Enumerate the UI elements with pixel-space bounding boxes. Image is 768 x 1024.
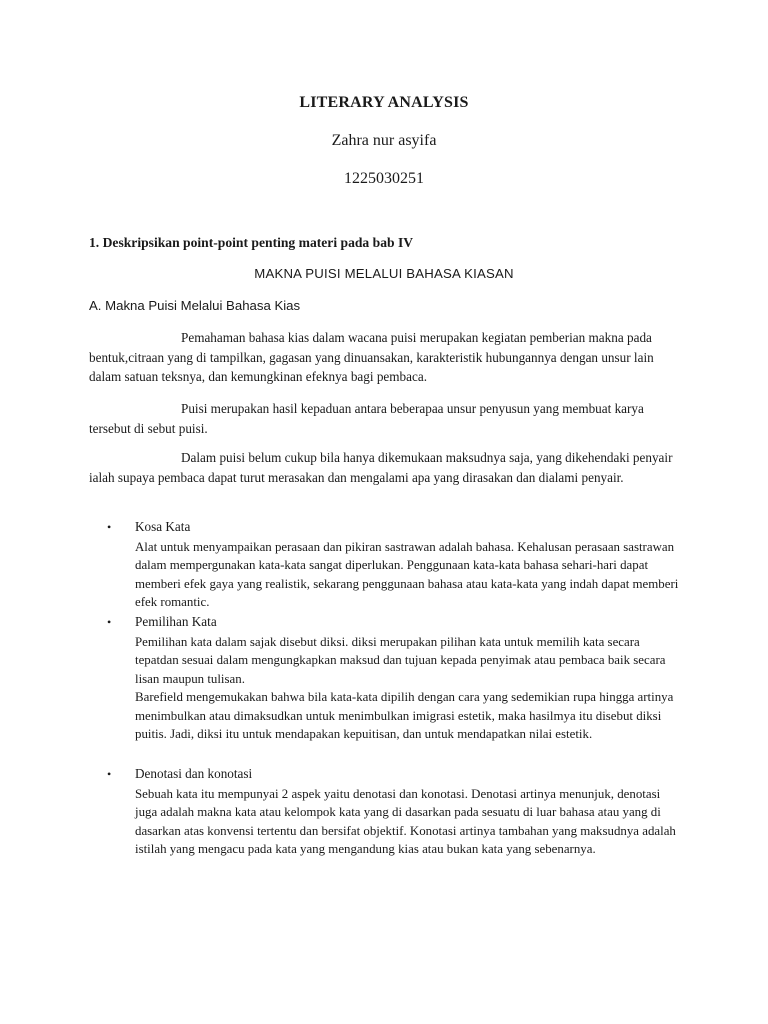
bullet-paragraph: Barefield mengemukakan bahwa bila kata-kata dipilih dengan cara yang sedemikian rupa hingga artinya menimbulkan atau dimaksudkan untuk menimbulkan imigrasi estetik, maka hasilmya itu disebut diksi puitis. Jadi, diksi itu untuk mendapakan kepuitisan, dan untuk mendapatkan nilai estetik. xyxy=(135,690,674,742)
document-title: LITERARY ANALYSIS xyxy=(299,94,469,111)
bullet-body xyxy=(135,785,680,859)
bullet-title: Denotasi dan konotasi xyxy=(135,766,253,781)
student-id: 1225030251 xyxy=(344,170,424,187)
bullet-marker: • xyxy=(107,767,112,781)
question-heading: 1. Deskripsikan point-point penting materi pada bab IV xyxy=(89,235,414,250)
author-name: Zahra nur asyifa xyxy=(331,132,437,149)
bullet-body xyxy=(135,538,680,612)
paragraph: Puisi merupakan hasil kepaduan antara beberapaa unsur penyusun yang membuat karya tersebut di sebut puisi. xyxy=(89,401,644,436)
bullet-marker: • xyxy=(107,520,112,534)
paragraph: Pemahaman bahasa kias dalam wacana puisi merupakan kegiatan pemberian makna pada bentuk,citraan yang di tampilkan, gagasan yang dinuansakan, karakteristik hubungannya dengan unsur lain dalam satuan teksnya, dan kemungkinan efeknya bagi pembaca. xyxy=(89,330,654,384)
bullet-paragraph: Alat untuk menyampaikan perasaan dan pikiran sastrawan adalah bahasa. Kehalusan perasaan sastrawan dalam mempergunakan kata-kata sangat diperlukan. Penggunaan kata-kata bahasa sehari-hari dapat memberi efek gaya yang realistik, sekarang penggunaan bahasa atau kata-kata yang indah dapat memberi efek romantic. xyxy=(135,540,679,610)
bullet-marker: • xyxy=(107,615,112,629)
bullet-title: Kosa Kata xyxy=(135,519,191,534)
section-title: MAKNA PUISI MELALUI BAHASA KIASAN xyxy=(254,266,514,281)
bullet-paragraph: Sebuah kata itu mempunyai 2 aspek yaitu denotasi dan konotasi. Denotasi artinya menunjuk, denotasi juga adalah makna kata atau kelompok kata yang di dasarkan pada sesuatu di luar bahasa atau yang di dasarkan atas konvensi tertentu dan bersifat objektif. Konotasi artinya tambahan yang maksudnya adalah istilah yang mengacu pada kata yang mengandung kias atau bukan kata yang sebenarnya. xyxy=(135,787,676,857)
bullet-body xyxy=(135,633,680,743)
subheading: A. Makna Puisi Melalui Bahasa Kias xyxy=(89,298,301,313)
bullet-title: Pemilihan Kata xyxy=(135,614,217,629)
bullet-paragraph: Pemilihan kata dalam sajak disebut diksi. diksi merupakan pilihan kata untuk memilih kata secara tepatdan sesuai dalam mengungkapkan maksud dan tujuan kepada penyimak atau pembaca baik secara lisan maupun tulisan. xyxy=(135,635,666,686)
paragraph: Dalam puisi belum cukup bila hanya dikemukaan maksudnya saja, yang dikehendaki penyair ialah supaya pembaca dapat turut merasakan dan mengalami apa yang dirasakan dan dialami penyair. xyxy=(89,450,673,485)
